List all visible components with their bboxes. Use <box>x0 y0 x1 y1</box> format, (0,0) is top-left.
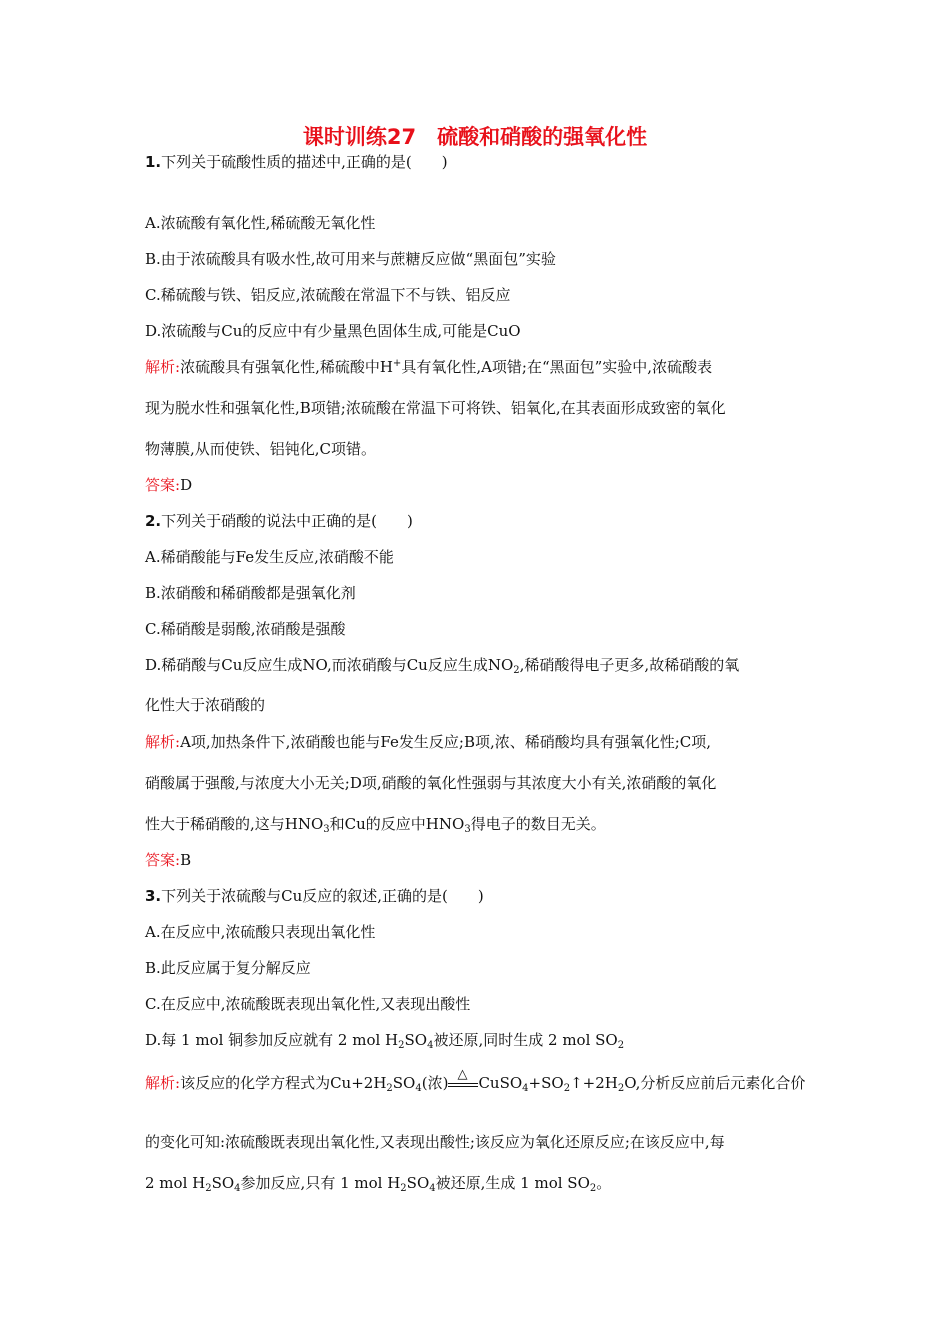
question-1-analysis-line-2: 现为脱水性和强氧化性,B项错;浓硫酸在常温下可将铁、铝氧化,在其表面形成致密的氧化 <box>145 399 726 417</box>
question-2-analysis: 解析:A项,加热条件下,浓硝酸也能与Fe发生反应;B项,浓、稀硝酸均具有强氧化性;C项, <box>145 733 712 751</box>
question-3-analysis-line-2: 的变化可知:浓硫酸既表现出氧化性,又表现出酸性;该反应为氧化还原反应;在该反应中,每 <box>145 1133 725 1151</box>
page-title: 课时训练27 硫酸和硝酸的强氧化性 <box>302 125 648 149</box>
analysis-label: 解析: <box>145 1074 181 1092</box>
question-1-stem <box>145 152 815 172</box>
question-2-option-c: C.稀硝酸是弱酸,浓硝酸是强酸 <box>145 620 346 638</box>
question-2-option-a: A.稀硝酸能与Fe发生反应,浓硝酸不能 <box>145 548 394 566</box>
answer-value: D <box>180 476 193 494</box>
question-2-option-d: D.稀硝酸与Cu反应生成NO,而浓硝酸与Cu反应生成$NO_2$,稀硝酸得电子更多,故稀硝酸的氧 <box>145 656 740 676</box>
question-3-option-b: B.此反应属于复分解反应 <box>145 959 311 977</box>
question-1-option-b: B.由于浓硫酸具有吸水性,故可用来与蔗糖反应做“黑面包”实验 <box>145 250 556 268</box>
question-3-stem <box>145 886 815 906</box>
analysis-label: 解析: <box>145 733 181 751</box>
question-text: 下列关于硫酸性质的描述中,正确的是( ) <box>161 153 448 171</box>
question-number: 2. <box>145 512 162 530</box>
question-3-option-a: A.在反应中,浓硫酸只表现出氧化性 <box>145 923 376 941</box>
question-1-option-a: A.浓硫酸有氧化性,稀硫酸无氧化性 <box>145 214 376 232</box>
answer-label: 答案: <box>145 851 181 869</box>
question-2-analysis-line-2: 硝酸属于强酸,与浓度大小无关;D项,硝酸的氧化性强弱与其浓度大小有关,浓硝酸的氧化 <box>145 774 717 792</box>
question-1-option-d: D.浓硫酸与Cu的反应中有少量黑色固体生成,可能是CuO <box>145 322 521 340</box>
question-text: 下列关于硝酸的说法中正确的是( ) <box>161 512 413 530</box>
question-1-analysis-line-3: 物薄膜,从而使铁、铝钝化,C项错。 <box>145 440 377 458</box>
question-3-option-c: C.在反应中,浓硫酸既表现出氧化性,又表现出酸性 <box>145 995 471 1013</box>
question-text: 下列关于浓硫酸与Cu反应的叙述,正确的是( ) <box>161 887 484 905</box>
question-2-option-d-line-2: 化性大于浓硝酸的 <box>145 696 266 714</box>
question-1-answer <box>145 475 815 495</box>
question-2-option-b: B.浓硝酸和稀硝酸都是强氧化剂 <box>145 584 356 602</box>
question-2-analysis-line-3: 性大于稀硝酸的,这与$HNO_3$和Cu的反应中$HNO_3$得电子的数目无关。 <box>145 815 606 835</box>
analysis-label: 解析: <box>145 358 181 376</box>
question-3-option-d: D.每 1 mol 铜参加反应就有 2 mol $H_2SO_4$被还原,同时生成 2 mol $SO_2$ <box>145 1031 625 1051</box>
question-1-option-c: C.稀硫酸与铁、铝反应,浓硫酸在常温下不与铁、铝反应 <box>145 286 511 304</box>
question-2-stem <box>145 511 815 531</box>
question-2-answer <box>145 850 815 870</box>
heating-reaction-arrow <box>448 1067 478 1090</box>
question-3-analysis-line-3: 2 mol $H_2SO_4$参加反应,只有 1 mol $H_2SO_4$被还原,生成 1 mol $SO_2$。 <box>145 1174 612 1194</box>
heat-triangle-icon: △ <box>457 1067 468 1082</box>
question-number: 3. <box>145 887 162 905</box>
question-3-analysis: 解析:该反应的化学方程式为$Cu+2H_2SO_4$(浓) △ $CuSO_4+SO_2↑+2H_2O$,分析反应前后元素化合价 <box>145 1067 806 1094</box>
answer-value: B <box>180 851 192 869</box>
answer-label: 答案: <box>145 476 181 494</box>
question-1-analysis: 解析:浓硫酸具有强氧化性,稀硫酸中H+具有氧化性,A项错;在“黑面包”实验中,浓硫酸表 <box>145 358 713 376</box>
question-number: 1. <box>145 153 162 171</box>
